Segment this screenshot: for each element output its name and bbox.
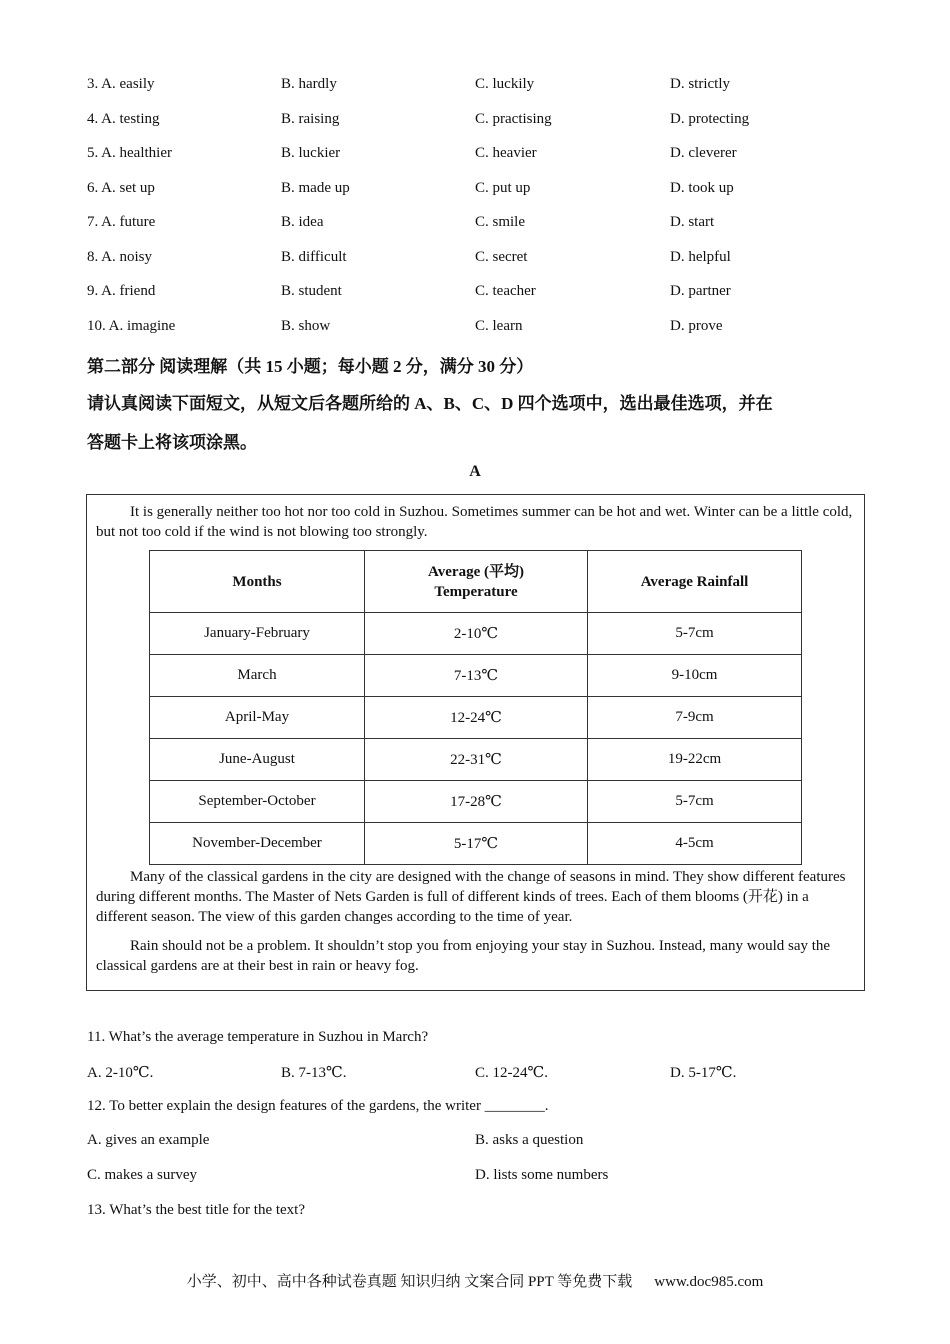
option-text: C. heavier: [475, 145, 537, 161]
header-rainfall: Average Rainfall: [588, 551, 802, 613]
option-text: D. protecting: [670, 111, 750, 127]
cell-months: November-December: [150, 823, 365, 865]
header-temperature-line1: Average (平均): [428, 563, 524, 580]
question-13: 13. What’s the best title for the text?: [87, 1202, 305, 1218]
option-row-8: [87, 249, 867, 271]
instruction-line-1: 请认真阅读下面短文，从短文后各题所给的 A、B、C、D 四个选项中，选出最佳选项，并在: [87, 394, 773, 413]
cell-rainfall: 5-7cm: [588, 781, 802, 823]
table-row: [150, 739, 802, 781]
option-text: D. prove: [670, 318, 723, 334]
option-row-5: [87, 145, 867, 167]
table-row: [150, 613, 802, 655]
option-text: C. put up: [475, 180, 531, 196]
option-text: C. secret: [475, 249, 528, 265]
option-d: D. 5-17℃.: [670, 1065, 737, 1081]
instruction-line-2: 答题卡上将该项涂黑。: [87, 433, 257, 452]
cell-temperature: 5-17℃: [365, 823, 588, 865]
option-text: C. luckily: [475, 76, 535, 92]
option-b: B. asks a question: [475, 1132, 584, 1148]
section-title: 第二部分 阅读理解（共 15 小题；每小题 2 分，满分 30 分）: [87, 357, 534, 376]
option-text: 3. A. easily: [87, 76, 155, 92]
passage-paragraph-1: It is generally neither too hot nor too cold in Suzhou. Sometimes summer can be hot and wet. Winter can be a little cold, but not too cold if the wind is not blowing too strongly.: [96, 504, 853, 540]
passage-paragraph-2: Many of the classical gardens in the city are designed with the change of seasons in mind. They show different features during different months. The Master of Nets Garden is full of different kinds of trees. Each of them blooms (开花) in a different season. The view of this garden changes according to the time of year.: [96, 869, 846, 925]
table-header-row: [150, 551, 802, 613]
option-row-9: [87, 283, 867, 305]
header-months: Months: [150, 551, 365, 613]
question-12: 12. To better explain the design features of the gardens, the writer ________.: [87, 1098, 549, 1114]
cell-temperature: 12-24℃: [365, 697, 588, 739]
footer-url[interactable]: www.doc985.com: [654, 1274, 764, 1290]
passage-paragraph-3: Rain should not be a problem. It shouldn’t stop you from enjoying your stay in Suzhou. Instead, many would say the classical gardens are at their best in rain or heavy fog.: [96, 938, 831, 974]
header-temperature: [365, 551, 588, 613]
option-a: A. gives an example: [87, 1132, 210, 1148]
option-text: B. difficult: [281, 249, 347, 265]
cell-months: March: [150, 655, 365, 697]
option-text: B. student: [281, 283, 342, 299]
cell-months: January-February: [150, 613, 365, 655]
option-text: D. start: [670, 214, 715, 230]
option-text: B. show: [281, 318, 331, 334]
footer-text: 小学、初中、高中各种试卷真题 知识归纳 文案合同 PPT 等免费下载: [186, 1274, 633, 1290]
header-temperature-line2: Temperature: [434, 583, 518, 600]
option-text: 8. A. noisy: [87, 249, 153, 265]
table-row: [150, 697, 802, 739]
table-row: [150, 823, 802, 865]
option-row-3: [87, 76, 867, 98]
option-d: D. lists some numbers: [475, 1167, 609, 1183]
option-row-4: [87, 111, 867, 133]
question-11: 11. What’s the average temperature in Suzhou in March?: [87, 1029, 429, 1045]
passage-label: A: [469, 463, 481, 480]
table-row: [150, 781, 802, 823]
option-text: C. practising: [475, 111, 552, 127]
cell-rainfall: 4-5cm: [588, 823, 802, 865]
weather-table: [149, 550, 802, 865]
cell-rainfall: 9-10cm: [588, 655, 802, 697]
option-text: D. took up: [670, 180, 734, 196]
cell-months: June-August: [150, 739, 365, 781]
table-row: [150, 655, 802, 697]
option-row-7: [87, 214, 867, 236]
cell-months: April-May: [150, 697, 365, 739]
option-text: D. partner: [670, 283, 731, 299]
cell-temperature: 17-28℃: [365, 781, 588, 823]
cell-rainfall: 7-9cm: [588, 697, 802, 739]
option-text: D. cleverer: [670, 145, 737, 161]
cell-rainfall: 5-7cm: [588, 613, 802, 655]
option-text: B. hardly: [281, 76, 337, 92]
option-text: D. strictly: [670, 76, 730, 92]
option-c: C. makes a survey: [87, 1167, 197, 1183]
footer: [0, 1270, 950, 1291]
option-row-6: [87, 180, 867, 202]
option-b: B. 7-13℃.: [281, 1065, 347, 1081]
option-text: C. learn: [475, 318, 523, 334]
option-text: 9. A. friend: [87, 283, 156, 299]
question-12-options-row-2: [87, 1167, 867, 1189]
option-text: B. luckier: [281, 145, 341, 161]
option-text: 6. A. set up: [87, 180, 155, 196]
option-text: B. made up: [281, 180, 350, 196]
question-11-options: [87, 1063, 867, 1085]
option-c: C. 12-24℃.: [475, 1065, 549, 1081]
option-row-10: [87, 318, 867, 340]
option-a: A. 2-10℃.: [87, 1065, 154, 1081]
option-text: B. raising: [281, 111, 340, 127]
cell-temperature: 7-13℃: [365, 655, 588, 697]
cell-months: September-October: [150, 781, 365, 823]
option-text: C. smile: [475, 214, 526, 230]
option-text: 4. A. testing: [87, 111, 160, 127]
option-text: 5. A. healthier: [87, 145, 172, 161]
option-text: D. helpful: [670, 249, 731, 265]
cell-temperature: 22-31℃: [365, 739, 588, 781]
cell-rainfall: 19-22cm: [588, 739, 802, 781]
cell-temperature: 2-10℃: [365, 613, 588, 655]
option-text: 10. A. imagine: [87, 318, 176, 334]
option-text: C. teacher: [475, 283, 536, 299]
option-text: B. idea: [281, 214, 324, 230]
question-12-options-row-1: [87, 1132, 867, 1154]
option-text: 7. A. future: [87, 214, 156, 230]
